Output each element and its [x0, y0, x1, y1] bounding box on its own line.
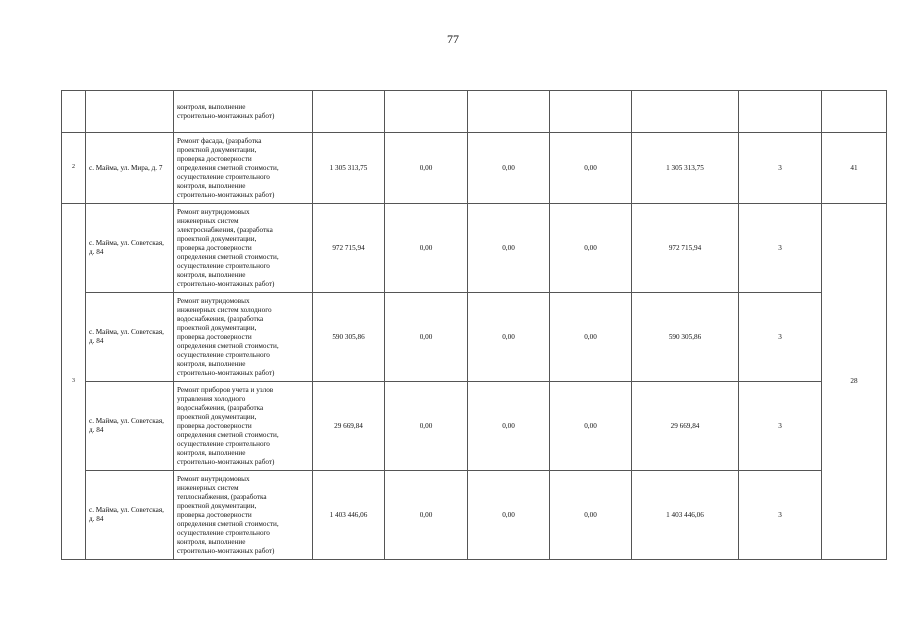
fund-cost: 972 715,94: [632, 204, 739, 293]
total-cost: 29 669,84: [313, 382, 385, 471]
value-cell: 0,00: [385, 471, 468, 560]
address-cell: с. Майма, ул. Советская, д. 84: [86, 471, 174, 560]
fund-cost: 1 403 446,06: [632, 471, 739, 560]
address-cell: с. Майма, ул. Советская, д. 84: [86, 204, 174, 293]
repair-table: [61, 90, 887, 560]
work-description: Ремонт внутридомовых инженерных систем холодного водоснабжения, (разработка проектной документации, проверка достоверности определения сметной стоимости, осуществление строительного контроля, выполнение строительно-монтажных работ): [174, 293, 313, 382]
address-cell: с. Майма, ул. Мира, д. 7: [86, 133, 174, 204]
work-description: Ремонт внутридомовых инженерных систем теплоснабжения, (разработка проектной документации, проверка достоверности определения сметной стоимости, осуществление строительного контроля, выполнение строительно-монтажных работ): [174, 471, 313, 560]
value-cell: 0,00: [468, 293, 550, 382]
fund-cost: 1 305 313,75: [632, 133, 739, 204]
total-cost: 1 305 313,75: [313, 133, 385, 204]
work-description: контроля, выполнение строительно-монтажных работ): [174, 91, 313, 133]
value-cell: 0,00: [468, 471, 550, 560]
work-description: Ремонт фасада, (разработка проектной документации, проверка достоверности определения сметной стоимости, осуществление строительного контроля, выполнение строительно-монтажных работ): [174, 133, 313, 204]
value-cell: 0,00: [550, 133, 632, 204]
value-cell: 0,00: [468, 204, 550, 293]
page-number: 77: [447, 32, 459, 46]
count-cell: 3: [739, 382, 822, 471]
address-cell: с. Майма, ул. Советская, д. 84: [86, 382, 174, 471]
fund-cost: 590 305,86: [632, 293, 739, 382]
group-cell: 28: [822, 204, 887, 560]
work-description: Ремонт приборов учета и узлов управления холодного водоснабжения, (разработка проектной документации, проверка достоверности определения сметной стоимости, осуществление строительного контроля, выполнение строительно-монтажных работ): [174, 382, 313, 471]
value-cell: 0,00: [385, 204, 468, 293]
count-cell: 3: [739, 471, 822, 560]
table-row: [62, 204, 887, 293]
total-cost: 1 403 446,06: [313, 471, 385, 560]
work-description: Ремонт внутридомовых инженерных систем электроснабжения, (разработка проектной документации, проверка достоверности определения сметной стоимости, осуществление строительного контроля, выполнение строительно-монтажных работ): [174, 204, 313, 293]
total-cost: 972 715,94: [313, 204, 385, 293]
count-cell: 3: [739, 133, 822, 204]
value-cell: 0,00: [550, 382, 632, 471]
table-row: [62, 91, 887, 133]
table-row: [62, 293, 887, 382]
value-cell: 0,00: [385, 382, 468, 471]
group-cell: 41: [822, 133, 887, 204]
address-cell: с. Майма, ул. Советская, д. 84: [86, 293, 174, 382]
value-cell: 0,00: [468, 133, 550, 204]
value-cell: 0,00: [550, 204, 632, 293]
table-row: [62, 382, 887, 471]
value-cell: 0,00: [385, 293, 468, 382]
fund-cost: 29 669,84: [632, 382, 739, 471]
value-cell: 0,00: [468, 382, 550, 471]
count-cell: 3: [739, 293, 822, 382]
value-cell: 0,00: [550, 471, 632, 560]
value-cell: 0,00: [385, 133, 468, 204]
row-number: 3: [62, 204, 86, 560]
row-number: 2: [62, 133, 86, 204]
value-cell: 0,00: [550, 293, 632, 382]
count-cell: 3: [739, 204, 822, 293]
table-row: [62, 471, 887, 560]
table-row: [62, 133, 887, 204]
total-cost: 590 305,86: [313, 293, 385, 382]
